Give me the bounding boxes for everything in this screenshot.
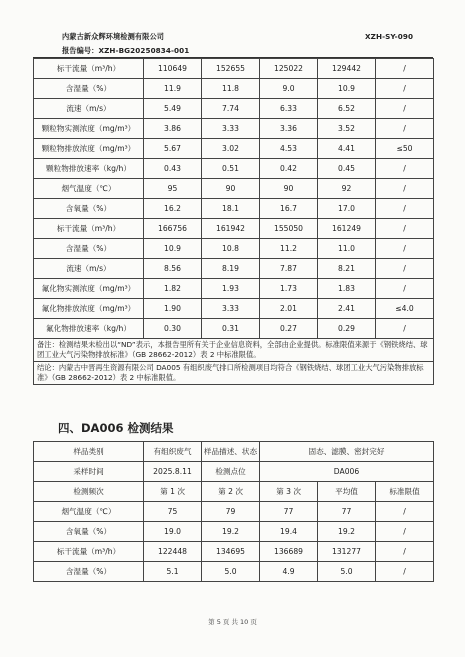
column-header: 第 1 次 [144,482,202,502]
table-row [34,179,434,199]
cell-value: 77 [318,502,376,522]
table-row [34,239,434,259]
cell-value: 129442 [318,59,376,79]
cell-value: 95 [144,179,202,199]
cell-value: 125022 [260,59,318,79]
cell-value: 17.0 [318,199,376,219]
row-label: 氟化物排放速率（kg/h） [34,319,144,339]
cell-value: 19.4 [260,522,318,542]
row-label: 颗粒物排放速率（kg/h） [34,159,144,179]
cell-value: / [376,119,434,139]
cell-value: 1.83 [318,279,376,299]
cell-value: 0.51 [202,159,260,179]
company-name: 内蒙古新众辉环境检测有限公司 [62,32,165,41]
cell-value: 6.52 [318,99,376,119]
cell-value: 0.45 [318,159,376,179]
cell-value: 77 [260,502,318,522]
cell-value: 5.0 [318,562,376,582]
cell-value: 2.01 [260,299,318,319]
cell-value: / [376,542,434,562]
cell-value: 8.21 [318,259,376,279]
table-row [34,299,434,319]
row-label: 烟气温度（℃） [34,502,144,522]
conclusion-text: 结论：内蒙古中晋再生资源有限公司 DA005 有组织废气排口所检测项目均符合《钢铁烧结、球团工业大气污染物排放标准》（GB 28662-2012）表 2 中标准限值。 [34,362,434,385]
table-row [34,542,434,562]
row-label: 含湿量（%） [34,79,144,99]
sample-desc-value: 固态、滤膜、密封完好 [260,442,434,462]
column-header: 第 2 次 [202,482,260,502]
cell-value: 134695 [202,542,260,562]
page-footer: 第 5 页 共 10 页 [208,618,257,626]
table-row [34,199,434,219]
table-row [34,59,434,79]
cell-value: / [376,219,434,239]
cell-value: 4.9 [260,562,318,582]
cell-value: 75 [144,502,202,522]
cell-value: / [376,99,434,119]
table-row [34,79,434,99]
cell-value: 161942 [202,219,260,239]
table-row [34,99,434,119]
point-label: 检测点位 [202,462,260,482]
table-row [34,139,434,159]
cell-value: 4.41 [318,139,376,159]
cell-value: 122448 [144,542,202,562]
cell-value: 5.67 [144,139,202,159]
sample-desc-label: 样品描述、状态 [202,442,260,462]
table-row [34,159,434,179]
cell-value: 136689 [260,542,318,562]
document-code: XZH-SY-090 [365,32,414,41]
row-label: 氟化物实测浓度（mg/m³） [34,279,144,299]
row-label: 含湿量（%） [34,239,144,259]
cell-value: 5.1 [144,562,202,582]
table-row [34,522,434,542]
cell-value: 2.41 [318,299,376,319]
cell-value: 152655 [202,59,260,79]
table-row [34,502,434,522]
cell-value: 0.42 [260,159,318,179]
cell-value: 79 [202,502,260,522]
cell-value: 8.19 [202,259,260,279]
cell-value: / [376,239,434,259]
cell-value: 131277 [318,542,376,562]
table-row [34,219,434,239]
report-number: 报告编号：XZH-BG20250834-001 [62,46,190,55]
cell-value: / [376,259,434,279]
cell-value: 0.31 [202,319,260,339]
cell-value: / [376,279,434,299]
cell-value: / [376,79,434,99]
cell-value: / [376,199,434,219]
cell-value: 3.33 [202,119,260,139]
conclusion-text-row [34,362,434,385]
results-table-da005 [33,58,434,385]
cell-value: 3.86 [144,119,202,139]
cell-value: 11.2 [260,239,318,259]
cell-value: 3.36 [260,119,318,139]
cell-value: 19.2 [202,522,260,542]
cell-value: 92 [318,179,376,199]
cell-value: 19.0 [144,522,202,542]
sample-type-value: 有组织废气 [144,442,202,462]
cell-value: 1.82 [144,279,202,299]
cell-value: 1.90 [144,299,202,319]
row-label: 标干流量（m³/h） [34,59,144,79]
table-row [34,319,434,339]
cell-value: 0.43 [144,159,202,179]
cell-value: 3.52 [318,119,376,139]
cell-value: 155050 [260,219,318,239]
cell-value: / [376,502,434,522]
cell-value: 7.87 [260,259,318,279]
row-label: 流速（m/s） [34,99,144,119]
sample-type-label: 样品类别 [34,442,144,462]
sampling-time-label: 采样时间 [34,462,144,482]
freq-label: 检测频次 [34,482,144,502]
row-label: 流速（m/s） [34,259,144,279]
cell-value: ≤50 [376,139,434,159]
cell-value: 5.0 [202,562,260,582]
cell-value: 19.2 [318,522,376,542]
cell-value: 8.56 [144,259,202,279]
cell-value: 4.53 [260,139,318,159]
cell-value: / [376,319,434,339]
column-header: 平均值 [318,482,376,502]
cell-value: 11.8 [202,79,260,99]
results-table-da006 [33,441,434,582]
cell-value: ≤4.0 [376,299,434,319]
sampling-time-value: 2025.8.11 [144,462,202,482]
cell-value: 0.29 [318,319,376,339]
cell-value: 110649 [144,59,202,79]
cell-value: 16.2 [144,199,202,219]
cell-value: 10.9 [144,239,202,259]
cell-value: 5.49 [144,99,202,119]
cell-value: 16.7 [260,199,318,219]
cell-value: 11.9 [144,79,202,99]
point-value: DA006 [260,462,434,482]
row-label: 烟气温度（℃） [34,179,144,199]
table-row [34,279,434,299]
cell-value: / [376,159,434,179]
cell-value: / [376,562,434,582]
table-row [34,562,434,582]
row-label: 颗粒物排放浓度（mg/m³） [34,139,144,159]
cell-value: 90 [260,179,318,199]
cell-value: / [376,179,434,199]
cell-value: 6.33 [260,99,318,119]
cell-value: 11.0 [318,239,376,259]
row-label: 含氧量（%） [34,199,144,219]
cell-value: 1.73 [260,279,318,299]
cell-value: / [376,522,434,542]
cell-value: 10.8 [202,239,260,259]
cell-value: 9.0 [260,79,318,99]
column-header: 标准限值 [376,482,434,502]
row-label: 标干流量（m³/h） [34,219,144,239]
column-header: 第 3 次 [260,482,318,502]
cell-value: 18.1 [202,199,260,219]
table-row [34,259,434,279]
row-label: 含湿量（%） [34,562,144,582]
cell-value: 10.9 [318,79,376,99]
cell-value: / [376,59,434,79]
row-label: 标干流量（m³/h） [34,542,144,562]
cell-value: 3.33 [202,299,260,319]
note-text: 备注：检测结果未检出以“ND”表示，本报告里所有关于企业信息资料，全部由企业提供。标准限值来源于《钢铁烧结、球团工业大气污染物排放标准》（GB 28662-2012）表 2 中标准限值。 [34,339,434,362]
note-text-row [34,339,434,362]
row-label: 颗粒物实测浓度（mg/m³） [34,119,144,139]
cell-value: 90 [202,179,260,199]
cell-value: 1.93 [202,279,260,299]
cell-value: 3.02 [202,139,260,159]
row-label: 氟化物排放浓度（mg/m³） [34,299,144,319]
cell-value: 7.74 [202,99,260,119]
table-row [34,119,434,139]
cell-value: 0.27 [260,319,318,339]
cell-value: 0.30 [144,319,202,339]
row-label: 含氧量（%） [34,522,144,542]
section-title: 四、DA006 检测结果 [58,421,174,435]
cell-value: 161249 [318,219,376,239]
cell-value: 166756 [144,219,202,239]
